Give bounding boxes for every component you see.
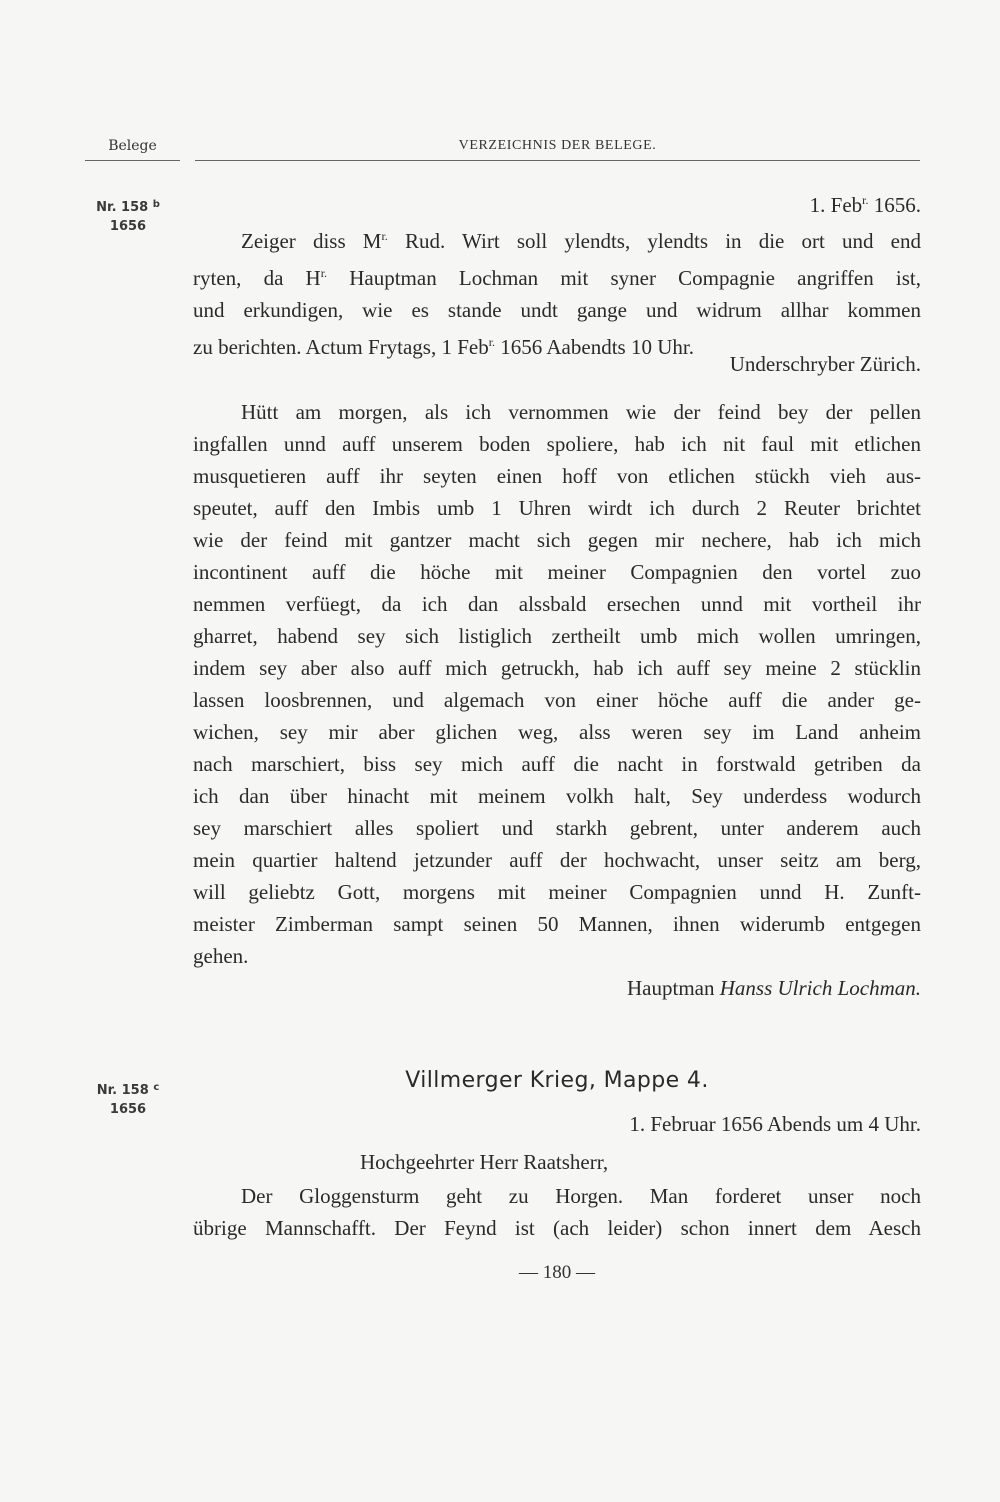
text-line: ich dan über hinacht mit meinem volkh halt, Sey underdess wodurch <box>193 784 921 808</box>
text-line: und erkundigen, wie es stande undt gange und widrum allhar kommen <box>193 298 921 322</box>
text-line: ryten, da $H^{r.}$ Hauptman Lochman mit syner Compagnie angriffen ist, <box>193 266 921 290</box>
margin-note-158b <box>88 195 168 236</box>
entry-date: 1. Februar 1656 Abends um 4 Uhr. <box>629 1112 921 1136</box>
margin-note-158c <box>88 1078 168 1119</box>
text-line: Zeiger diss $M^{r.}$ Rud. Wirt soll ylendts, ylendts in die ort und end <box>241 229 921 253</box>
text-line: nemmen verfüegt, da ich dan alssbald ersechen unnd mit vortheil ihr <box>193 592 921 616</box>
header-rule <box>195 160 920 161</box>
text-line: zu berichten. Actum Frytags, 1 Feb$^{r.}$ 1656 Aabendts 10 Uhr. <box>193 335 694 359</box>
header-rule-left <box>85 160 180 161</box>
text-line: meister Zimberman sampt seinen 50 Mannen, ihnen widerumb entgegen <box>193 912 921 936</box>
order-paragraph <box>193 220 921 363</box>
text-line: gehen. <box>193 944 249 968</box>
text-line: will geliebtz Gott, morgens mit meiner Compagnien unnd H. Zunft- <box>193 880 921 904</box>
entry-date: 1. Feb$^{r.}$ 1656. <box>809 193 921 217</box>
text-line: sey marschiert alles spoliert und starkh gebrent, unter anderem auch <box>193 816 921 840</box>
letter-paragraph <box>193 1180 921 1244</box>
text-line: Der Gloggensturm geht zu Horgen. Man forderet unser noch <box>241 1184 921 1208</box>
text-line: gharret, habend sey sich listiglich zertheilt umb mich wollen umringen, <box>193 624 921 648</box>
text-line: Hütt am morgen, als ich vernommen wie der feind bey der pellen <box>241 400 921 424</box>
text-line: übrige Mannschafft. Der Feynd ist (ach leider) schon innert dem Aesch <box>193 1216 921 1240</box>
page-number: — 180 — <box>519 1262 595 1283</box>
text-line: lassen loosbrennen, und algemach von einer höche auff die ander ge- <box>193 688 921 712</box>
entry-year: 1656 <box>109 219 147 234</box>
entry-suffix: c <box>153 1082 160 1093</box>
text-line: indem sey aber also auff mich getruckh, hab ich auff sey meine 2 stücklin <box>193 656 921 680</box>
entry-number: Nr. 158 <box>96 200 149 215</box>
text-line: mein quartier haltend jetzunder auff der hochwacht, unser seitz am berg, <box>193 848 921 872</box>
signature-line: Underschryber Zürich. <box>729 352 921 376</box>
running-head-left: Belege <box>108 138 157 154</box>
letter-paragraph <box>193 396 921 972</box>
text-line: musquetieren auff ihr seyten einen hoff von etlichen stückh vieh aus- <box>193 464 921 488</box>
text-line: nach marschiert, biss sey mich auff die nacht in forstwald getriben da <box>193 752 921 776</box>
signoff-line: Hauptman Hanss Ulrich Lochman. <box>627 976 921 1000</box>
text-line: wichen, sey mir aber glichen weg, alss weren sey im Land anheim <box>193 720 921 744</box>
running-head-title: VERZEICHNIS DER BELEGE. <box>458 138 657 153</box>
entry-number: Nr. 158 <box>96 1083 149 1098</box>
section-title: Villmerger Krieg, Mappe 4. <box>405 1068 709 1093</box>
entry-year: 1656 <box>109 1102 147 1117</box>
text-line: incontinent auff die höche mit meiner Compagnien den vortel zuo <box>193 560 921 584</box>
signoff-name: Hanss Ulrich Lochman. <box>719 976 921 1000</box>
text-line: speutet, auff den Imbis umb 1 Uhren wirdt ich durch 2 Reuter brichtet <box>193 496 921 520</box>
salutation: Hochgeehrter Herr Raatsherr, <box>360 1150 609 1174</box>
text-line: wie der feind mit gantzer macht sich gegen mir nechere, hab ich mich <box>193 528 921 552</box>
text-line: ingfallen unnd auff unserem boden spoliere, hab ich nit faul mit etlichen <box>193 432 921 456</box>
entry-suffix: b <box>152 199 160 210</box>
